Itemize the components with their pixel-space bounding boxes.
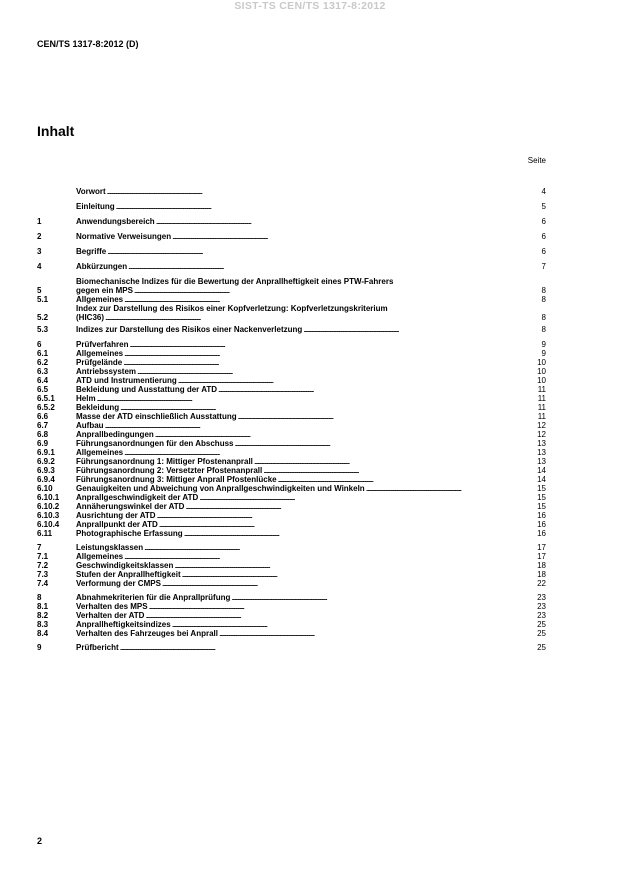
toc-entry-number: 6.9.3 [37, 466, 55, 475]
dot-leader [178, 376, 535, 385]
toc-entry-page: 9 [541, 340, 546, 349]
toc-entry-title: Annäherungswinkel der ATD [76, 502, 185, 511]
toc-entry-number: 8.3 [37, 620, 49, 629]
toc-entry-page: 5 [541, 202, 546, 211]
toc-entry-page: 14 [537, 475, 546, 484]
toc-entry-title: Indizes zur Darstellung des Risikos einer Nackenverletzung [76, 325, 303, 334]
dot-leader [162, 579, 535, 588]
toc-entry-title: Verformung der CMPS [76, 579, 161, 588]
toc-entry[interactable] [37, 511, 546, 520]
toc-entry-number: 3 [37, 247, 42, 256]
dot-leader [105, 421, 536, 430]
toc-entry-title: Geschwindigkeitsklassen [76, 561, 174, 570]
toc-entry[interactable] [37, 602, 546, 611]
toc-entry[interactable] [37, 593, 546, 602]
toc-entry-number: 6.9.2 [37, 457, 55, 466]
toc-entry-page: 23 [537, 602, 546, 611]
toc-entry-page: 18 [537, 570, 546, 579]
toc-entry-page: 15 [537, 493, 546, 502]
toc-entry-number: 6.2 [37, 358, 49, 367]
toc-entry-title: Führungsanordnung 3: Mittiger Anprall Pfostenlücke [76, 475, 277, 484]
toc-entry-title: Prüfverfahren [76, 340, 129, 349]
toc-entry-title: Anprallheftigkeitsindizes [76, 620, 171, 629]
toc-entry-title: Abkürzungen [76, 262, 128, 271]
dot-leader [128, 262, 539, 271]
toc-entry-number: 8.4 [37, 629, 49, 638]
toc-entry[interactable] [37, 412, 546, 421]
toc-entry-number: 6.3 [37, 367, 49, 376]
toc-entry-title: Führungsanordnungen für den Abschuss [76, 439, 234, 448]
toc-entry[interactable] [37, 620, 546, 629]
toc-entry-page: 15 [537, 484, 546, 493]
toc-entry-page: 8 [541, 325, 546, 334]
toc-entry-page: 9 [541, 349, 546, 358]
dot-leader [199, 493, 535, 502]
toc-entry-title: Anprallgeschwindigkeit der ATD [76, 493, 199, 502]
toc-entry[interactable] [37, 475, 546, 484]
toc-entry-title: Photographische Erfassung [76, 529, 183, 538]
toc-entry-page: 12 [537, 421, 546, 430]
dot-leader [366, 484, 535, 493]
toc-entry-page: 11 [537, 385, 546, 394]
toc-entry[interactable] [37, 187, 546, 196]
dot-leader [234, 439, 535, 448]
toc-entry-number: 6.9.1 [37, 448, 55, 457]
toc-entry[interactable] [37, 570, 546, 579]
toc-entry-title: Allgemeines [76, 448, 124, 457]
toc-entry[interactable] [37, 277, 546, 295]
dot-leader [155, 430, 535, 439]
toc-entry-page: 15 [537, 502, 546, 511]
watermark: SIST-TS CEN/TS 1317-8:2012 [234, 0, 386, 12]
page-column-label: Seite [527, 156, 546, 165]
dot-leader [124, 448, 535, 457]
toc-entry-number: 6.5.2 [37, 403, 55, 412]
toc-entry[interactable] [37, 520, 546, 529]
toc-entry[interactable] [37, 529, 546, 538]
toc-entry-number: 8 [37, 593, 42, 602]
toc-entry[interactable] [37, 543, 546, 552]
dot-leader [105, 313, 540, 322]
table-of-contents [37, 184, 546, 652]
toc-entry-number: 7.4 [37, 579, 49, 588]
toc-entry-title: gegen ein MPS [76, 286, 133, 295]
toc-entry-number: 6.4 [37, 376, 49, 385]
toc-entry-page: 18 [537, 561, 546, 570]
toc-entry-number: 6.10.1 [37, 493, 60, 502]
page-number: 2 [37, 836, 43, 846]
toc-entry-title: Abnahmekriterien für die Anprallprüfung [76, 593, 231, 602]
toc-entry-page: 25 [537, 620, 546, 629]
toc-entry-number: 2 [37, 232, 42, 241]
toc-entry-title: ATD und Instrumentierung [76, 376, 177, 385]
toc-entry-page: 6 [541, 232, 546, 241]
toc-entry-number: 7.1 [37, 552, 49, 561]
dot-leader [159, 520, 535, 529]
toc-entry-title: Leistungsklassen [76, 543, 144, 552]
dot-leader [144, 543, 535, 552]
toc-entry-page: 17 [537, 543, 546, 552]
toc-entry-title: Allgemeines [76, 349, 124, 358]
toc-entry-title: Verhalten des Fahrzeuges bei Anprall [76, 629, 218, 638]
toc-entry-number: 7.2 [37, 561, 49, 570]
toc-entry-page: 16 [537, 520, 546, 529]
dot-leader [134, 286, 540, 295]
toc-entry-page: 16 [537, 511, 546, 520]
toc-entry[interactable] [37, 247, 546, 256]
toc-entry-page: 14 [537, 466, 546, 475]
toc-entry[interactable] [37, 421, 546, 430]
toc-entry-number: 1 [37, 217, 42, 226]
toc-entry-title: Normative Verweisungen [76, 232, 172, 241]
toc-entry[interactable] [37, 493, 546, 502]
toc-entry-number: 5.2 [37, 313, 49, 322]
toc-entry[interactable] [37, 457, 546, 466]
toc-entry-page: 7 [541, 262, 546, 271]
toc-entry-title: Masse der ATD einschließlich Ausstattung [76, 412, 237, 421]
dot-leader [157, 511, 536, 520]
toc-entry-title: Allgemeines [76, 552, 124, 561]
toc-entry[interactable] [37, 262, 546, 271]
toc-entry-number: 8.1 [37, 602, 49, 611]
toc-entry-number: 6.6 [37, 412, 49, 421]
page-title: Inhalt [37, 123, 75, 139]
toc-entry-page: 8 [541, 295, 546, 304]
toc-entry-title: Einleitung [76, 202, 115, 211]
dot-leader [218, 385, 536, 394]
toc-entry[interactable] [37, 325, 546, 334]
toc-entry-number: 7 [37, 543, 42, 552]
dot-leader [120, 403, 536, 412]
dot-leader [137, 367, 535, 376]
dot-leader [238, 412, 536, 421]
toc-entry-title: Genauigkeiten und Abweichung von Anprallgeschwindigkeiten und Winkeln [76, 484, 365, 493]
dot-leader [172, 232, 539, 241]
dot-leader [149, 602, 536, 611]
toc-entry-page: 25 [537, 629, 546, 638]
dot-leader [107, 187, 540, 196]
toc-entry-title: Stufen der Anprallheftigkeit [76, 570, 181, 579]
toc-entry-title: Ausrichtung der ATD [76, 511, 156, 520]
dot-leader [156, 217, 540, 226]
toc-entry[interactable] [37, 232, 546, 241]
toc-entry-page: 25 [537, 643, 546, 652]
toc-entry-page: 11 [537, 403, 546, 412]
dot-leader [129, 340, 539, 349]
dot-leader [124, 349, 539, 358]
dot-leader [124, 295, 539, 304]
toc-entry[interactable] [37, 358, 546, 367]
toc-entry-title: Anprallpunkt der ATD [76, 520, 158, 529]
dot-leader [263, 466, 535, 475]
dot-leader [185, 502, 535, 511]
toc-entry-title: Bekleidung und Ausstattung der ATD [76, 385, 218, 394]
dot-leader [174, 561, 535, 570]
toc-entry-page: 13 [537, 448, 546, 457]
toc-entry-number: 6.7 [37, 421, 49, 430]
toc-entry-number: 8.2 [37, 611, 49, 620]
dot-leader [116, 202, 540, 211]
toc-entry-number: 7.3 [37, 570, 49, 579]
toc-entry-page: 11 [537, 412, 546, 421]
toc-entry-number: 6.9.4 [37, 475, 55, 484]
toc-entry-title: Begriffe [76, 247, 107, 256]
toc-entry-number: 6.5 [37, 385, 49, 394]
toc-entry-title-line: Index zur Darstellung des Risikos einer Kopfverletzung: Kopfverletzungskriterium [76, 304, 388, 313]
toc-entry-page: 23 [537, 593, 546, 602]
toc-entry[interactable] [37, 295, 546, 304]
toc-entry-number: 6.10.3 [37, 511, 60, 520]
toc-entry-page: 6 [541, 247, 546, 256]
dot-leader [107, 247, 539, 256]
toc-entry-number: 6.10.2 [37, 502, 60, 511]
toc-entry-number: 9 [37, 643, 42, 652]
toc-entry[interactable] [37, 561, 546, 570]
dot-leader [278, 475, 535, 484]
toc-entry-page: 8 [541, 286, 546, 295]
toc-entry[interactable] [37, 629, 546, 638]
toc-entry-number: 6.10 [37, 484, 53, 493]
dot-leader [231, 593, 535, 602]
toc-entry-title: (HIC36) [76, 313, 105, 322]
toc-entry[interactable] [37, 340, 546, 349]
toc-entry-page: 10 [537, 367, 546, 376]
toc-entry-number: 5.1 [37, 295, 49, 304]
toc-entry-page: 11 [537, 394, 546, 403]
toc-entry[interactable] [37, 217, 546, 226]
toc-entry-number: 5 [37, 286, 42, 295]
toc-entry[interactable] [37, 385, 546, 394]
toc-entry[interactable] [37, 466, 546, 475]
toc-entry-number: 6.8 [37, 430, 49, 439]
toc-entry-number: 6 [37, 340, 42, 349]
dot-leader [219, 629, 535, 638]
toc-entry-page: 13 [537, 457, 546, 466]
toc-entry-title: Führungsanordnung 1: Mittiger Pfostenanprall [76, 457, 253, 466]
toc-entry[interactable] [37, 611, 546, 620]
toc-entry[interactable] [37, 349, 546, 358]
toc-entry-number: 6.1 [37, 349, 49, 358]
dot-leader [124, 552, 535, 561]
toc-entry[interactable] [37, 304, 546, 322]
toc-entry-title: Vorwort [76, 187, 106, 196]
dot-leader [254, 457, 535, 466]
toc-entry-title-line: Biomechanische Indizes für die Bewertung der Anprallheftigkeit eines PTW-Fahrers [76, 277, 394, 286]
toc-entry[interactable] [37, 552, 546, 561]
toc-entry-title: Anwendungsbereich [76, 217, 155, 226]
toc-entry-number: 6.9 [37, 439, 49, 448]
toc-entry-number: 6.10.4 [37, 520, 60, 529]
dot-leader [184, 529, 535, 538]
toc-entry-page: 16 [537, 529, 546, 538]
toc-entry-page: 22 [537, 579, 546, 588]
toc-entry-title: Helm [76, 394, 96, 403]
toc-entry-page: 13 [537, 439, 546, 448]
toc-entry[interactable] [37, 367, 546, 376]
toc-entry-number: 5.3 [37, 325, 49, 334]
dot-leader [97, 394, 536, 403]
toc-entry-page: 17 [537, 552, 546, 561]
dot-leader [120, 643, 535, 652]
dot-leader [182, 570, 535, 579]
toc-entry-page: 12 [537, 430, 546, 439]
toc-entry-number: 6.11 [37, 529, 53, 538]
toc-entry[interactable] [37, 394, 546, 403]
toc-entry-title: Bekleidung [76, 403, 120, 412]
toc-entry-number: 4 [37, 262, 42, 271]
toc-entry[interactable] [37, 484, 546, 493]
toc-entry-title: Aufbau [76, 421, 104, 430]
toc-entry-title: Prüfgelände [76, 358, 123, 367]
toc-entry-page: 23 [537, 611, 546, 620]
dot-leader [172, 620, 535, 629]
toc-entry[interactable] [37, 403, 546, 412]
toc-entry[interactable] [37, 376, 546, 385]
dot-leader [303, 325, 539, 334]
dot-leader [123, 358, 535, 367]
toc-entry[interactable] [37, 579, 546, 588]
toc-entry-title: Anprallbedingungen [76, 430, 154, 439]
toc-entry[interactable] [37, 439, 546, 448]
toc-entry-page: 6 [541, 217, 546, 226]
toc-entry-title: Verhalten der ATD [76, 611, 145, 620]
toc-entry[interactable] [37, 643, 546, 652]
toc-entry-page: 10 [537, 358, 546, 367]
toc-entry-page: 10 [537, 376, 546, 385]
toc-entry-page: 8 [541, 313, 546, 322]
toc-entry-title: Prüfbericht [76, 643, 119, 652]
toc-entry[interactable] [37, 502, 546, 511]
dot-leader [145, 611, 535, 620]
toc-entry-page: 4 [541, 187, 546, 196]
toc-entry-title: Verhalten des MPS [76, 602, 148, 611]
toc-entry-title: Antriebssystem [76, 367, 137, 376]
document-header: CEN/TS 1317-8:2012 (D) [37, 39, 139, 49]
toc-entry[interactable] [37, 430, 546, 439]
toc-entry[interactable] [37, 448, 546, 457]
toc-entry-title: Führungsanordnung 2: Versetzter Pfostenanprall [76, 466, 263, 475]
toc-entry[interactable] [37, 202, 546, 211]
toc-entry-number: 6.5.1 [37, 394, 55, 403]
toc-entry-title: Allgemeines [76, 295, 124, 304]
